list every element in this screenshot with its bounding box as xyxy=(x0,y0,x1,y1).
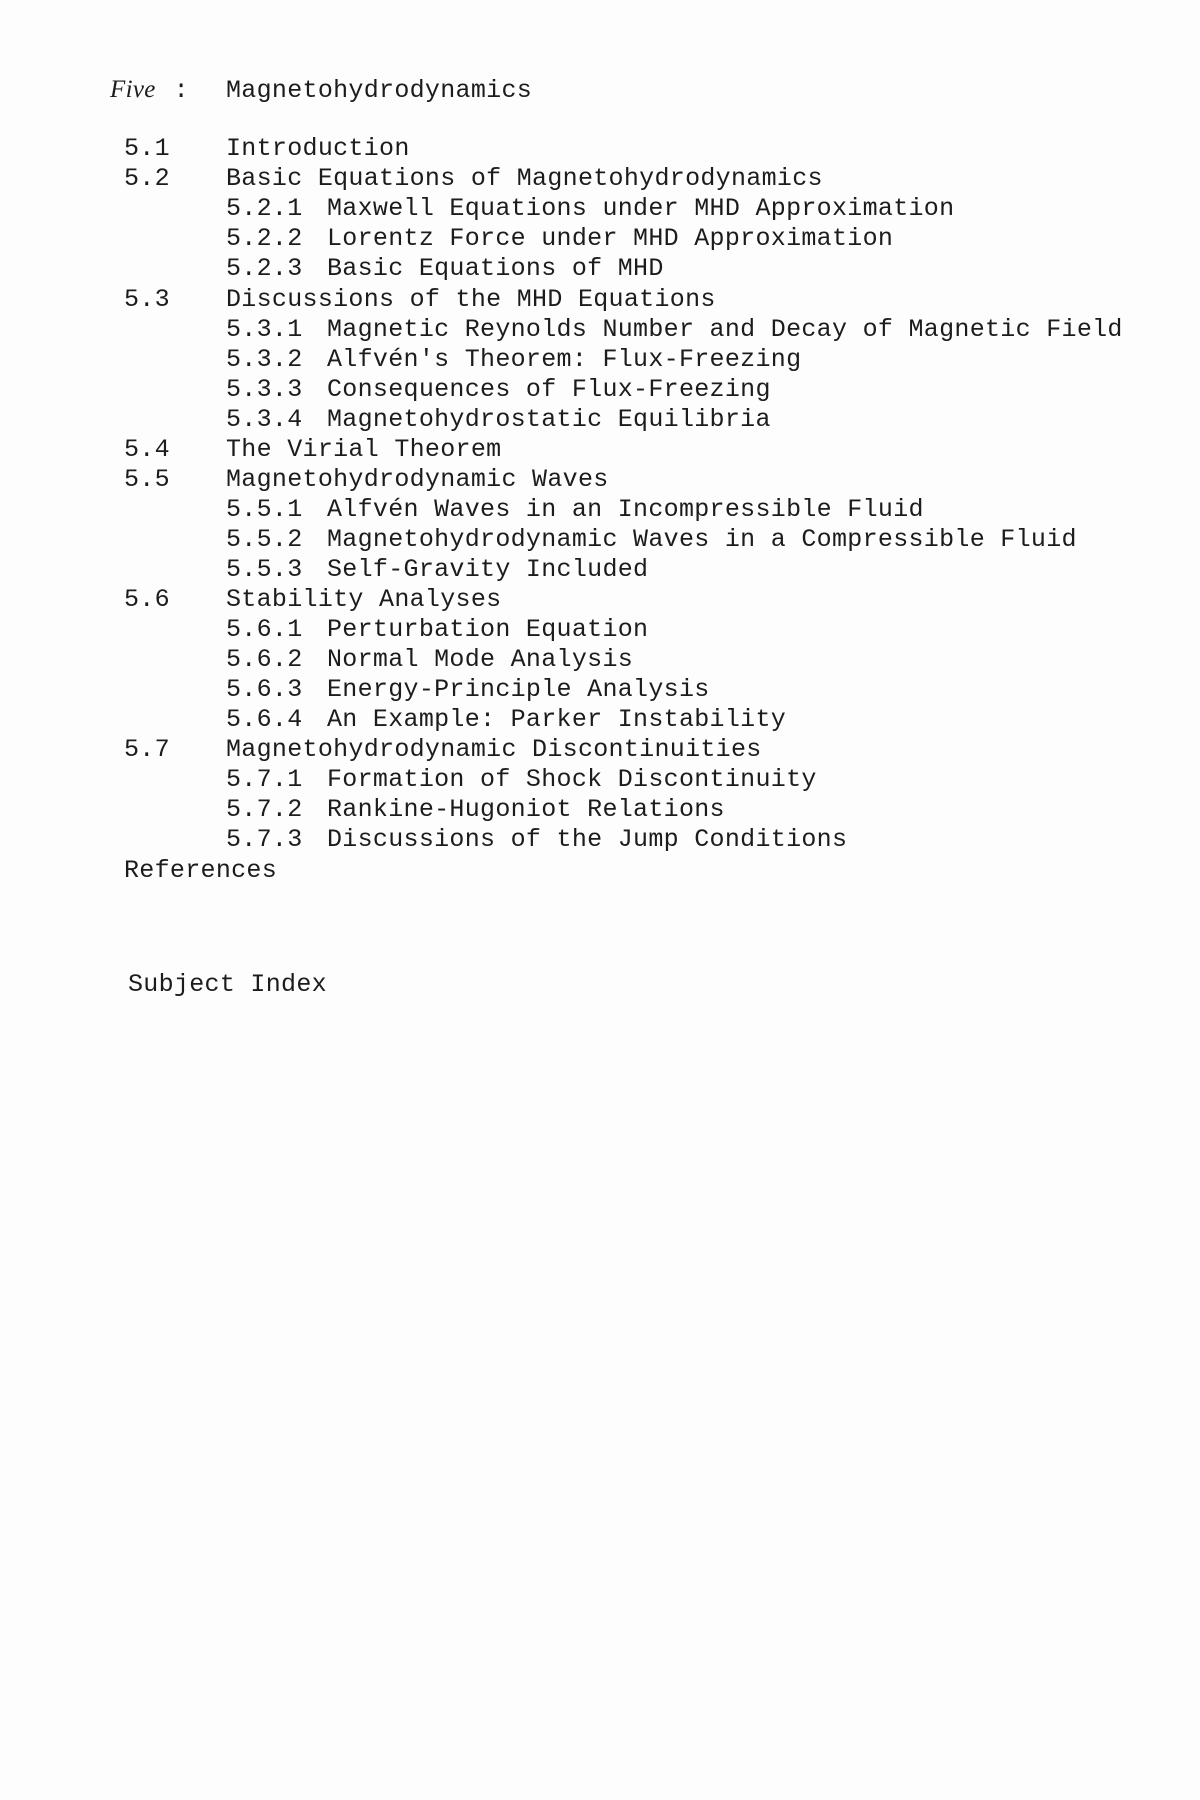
toc-subentry-title: Energy-Principle Analysis xyxy=(327,675,710,704)
toc-entry xyxy=(0,164,1200,194)
toc-entry-title: The Virial Theorem xyxy=(226,435,502,464)
toc-entry xyxy=(0,134,1200,164)
toc-entry-number: 5.3 xyxy=(124,285,170,314)
toc-subentry-title: Maxwell Equations under MHD Approximation xyxy=(327,194,955,223)
toc-subentry-number: 5.2.2 xyxy=(226,224,303,253)
toc-subentry-title: Basic Equations of MHD xyxy=(327,254,664,283)
toc-subentry xyxy=(0,495,1200,525)
toc-subentry-title: Formation of Shock Discontinuity xyxy=(327,765,817,794)
toc-subentry xyxy=(0,315,1200,345)
toc-subentry-title: Alfvén Waves in an Incompressible Fluid xyxy=(327,495,924,524)
toc-subentry-number: 5.7.2 xyxy=(226,795,303,824)
toc-entry xyxy=(0,435,1200,465)
toc-subentry xyxy=(0,765,1200,795)
toc-subentry-number: 5.2.3 xyxy=(226,254,303,283)
toc-entry-title: Introduction xyxy=(226,134,410,163)
toc-subentry-number: 5.6.4 xyxy=(226,705,303,734)
toc-entry-number: 5.2 xyxy=(124,164,170,193)
toc-subentry xyxy=(0,345,1200,375)
toc-subentry-number: 5.3.4 xyxy=(226,405,303,434)
toc-entry-title: Magnetohydrodynamic Waves xyxy=(226,465,609,494)
toc-subentry-number: 5.6.2 xyxy=(226,645,303,674)
toc-subentry xyxy=(0,675,1200,705)
toc-subentry-number: 5.3.3 xyxy=(226,375,303,404)
toc-entry xyxy=(0,735,1200,765)
toc-entry-number: 5.6 xyxy=(124,585,170,614)
toc-entry-title: Discussions of the MHD Equations xyxy=(226,285,716,314)
toc-subentry-number: 5.3.2 xyxy=(226,345,303,374)
toc-entry-number: 5.4 xyxy=(124,435,170,464)
toc-subentry-title: Alfvén's Theorem: Flux-Freezing xyxy=(327,345,802,374)
toc-entry-number: 5.1 xyxy=(124,134,170,163)
chapter-title: Magnetohydrodynamics xyxy=(226,76,533,105)
toc-subentry-title: Normal Mode Analysis xyxy=(327,645,634,674)
toc-subentry-number: 5.6.1 xyxy=(226,615,303,644)
toc-subentry-number: 5.5.1 xyxy=(226,495,303,524)
toc-subentry-number: 5.5.3 xyxy=(226,555,303,584)
toc-subentry xyxy=(0,224,1200,254)
toc-entry-number: 5.5 xyxy=(124,465,170,494)
toc-subentry-title: Perturbation Equation xyxy=(327,615,649,644)
chapter-heading xyxy=(110,76,189,105)
toc-subentry xyxy=(0,525,1200,555)
toc-subentry-number: 5.7.1 xyxy=(226,765,303,794)
toc-subentry-number: 5.6.3 xyxy=(226,675,303,704)
toc-subentry-title: Magnetohydrostatic Equilibria xyxy=(327,405,771,434)
toc-entry xyxy=(0,285,1200,315)
toc-subentry xyxy=(0,375,1200,405)
toc-entry xyxy=(0,465,1200,495)
toc-subentry-number: 5.2.1 xyxy=(226,194,303,223)
toc-entry-number: 5.7 xyxy=(124,735,170,764)
toc-subentry-title: Discussions of the Jump Conditions xyxy=(327,825,848,854)
toc-subentry-title: Magnetohydrodynamic Waves in a Compressible Fluid xyxy=(327,525,1077,554)
toc-subentry-title: Lorentz Force under MHD Approximation xyxy=(327,224,894,253)
toc-subentry xyxy=(0,254,1200,284)
references-entry: References xyxy=(124,856,278,885)
subject-index-entry: Subject Index xyxy=(128,970,327,999)
toc-subentry-title: Consequences of Flux-Freezing xyxy=(327,375,771,404)
chapter-word: Five xyxy=(110,76,156,103)
toc-subentry-title: Magnetic Reynolds Number and Decay of Magnetic Field xyxy=(327,315,1123,344)
toc-subentry-title: Self-Gravity Included xyxy=(327,555,649,584)
toc-entry xyxy=(0,585,1200,615)
toc-subentry xyxy=(0,795,1200,825)
toc-subentry-number: 5.7.3 xyxy=(226,825,303,854)
toc-subentry xyxy=(0,555,1200,585)
toc-subentry-title: An Example: Parker Instability xyxy=(327,705,787,734)
toc-subentry xyxy=(0,645,1200,675)
toc-subentry xyxy=(0,194,1200,224)
toc-subentry-title: Rankine-Hugoniot Relations xyxy=(327,795,725,824)
toc-subentry xyxy=(0,825,1200,855)
toc-subentry xyxy=(0,705,1200,735)
toc-entry-title: Stability Analyses xyxy=(226,585,502,614)
toc-entry-title: Magnetohydrodynamic Discontinuities xyxy=(226,735,762,764)
toc-entry-title: Basic Equations of Magnetohydrodynamics xyxy=(226,164,823,193)
toc-subentry xyxy=(0,405,1200,435)
toc-subentry-number: 5.3.1 xyxy=(226,315,303,344)
toc-subentry xyxy=(0,615,1200,645)
chapter-separator: : xyxy=(173,76,189,105)
toc-subentry-number: 5.5.2 xyxy=(226,525,303,554)
